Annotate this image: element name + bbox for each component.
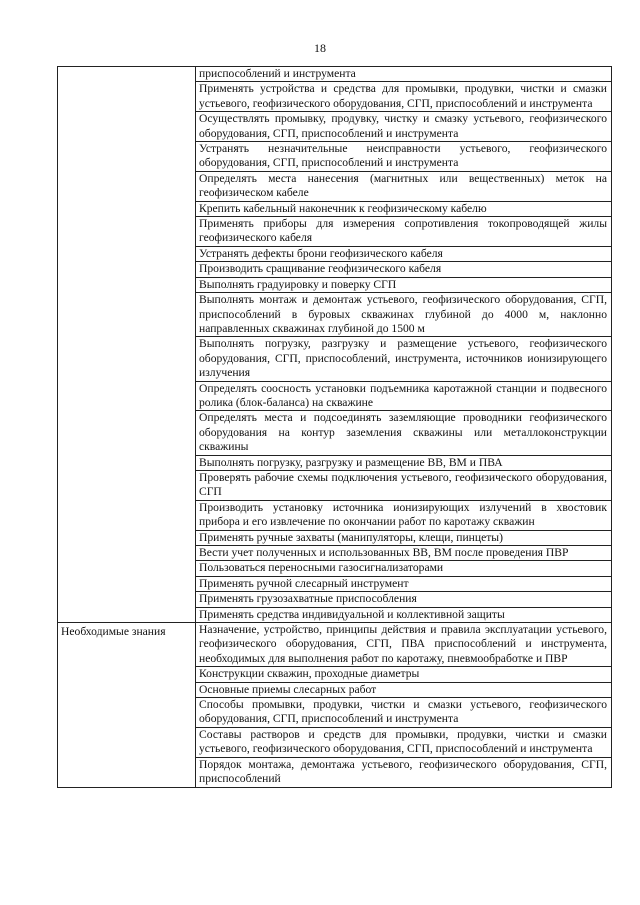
skills-item: Крепить кабельный наконечник к геофизическому кабелю: [196, 201, 612, 216]
section-label: Необходимые знания: [61, 625, 166, 639]
skills-item: Применять ручной слесарный инструмент: [196, 576, 612, 591]
skills-item: Применять грузозахватные приспособления: [196, 592, 612, 607]
competency-table: [57, 66, 612, 788]
skills-item: Осуществлять промывку, продувку, чистку и смазку устьевого, геофизического оборудования, СГП, приспособлений и инструмента: [196, 112, 612, 142]
knowledge-item: Порядок монтажа, демонтажа устьевого, геофизического оборудования, СГП, приспособлений: [196, 757, 612, 787]
table-row: [58, 623, 612, 667]
knowledge-item: Способы промывки, продувки, чистки и смазки устьевого, геофизического оборудования, СГП, приспособлений и инструмента: [196, 698, 612, 728]
knowledge-item: Составы растворов и средств для промывки, продувки, чистки и смазки устьевого, геофизического оборудования, СГП, приспособлений и инструмента: [196, 727, 612, 757]
page-number: 18: [314, 41, 326, 55]
skills-item: Применять средства индивидуальной и коллективной защиты: [196, 607, 612, 622]
knowledge-item: Конструкции скважин, проходные диаметры: [196, 667, 612, 682]
skills-item: Проверять рабочие схемы подключения устьевого, геофизического оборудования, СГП: [196, 470, 612, 500]
knowledge-label-cell: [58, 623, 196, 787]
skills-item: Применять приборы для измерения сопротивления токопроводящей жилы геофизического кабеля: [196, 217, 612, 247]
skills-item: Выполнять погрузку, разгрузку и размещение устьевого, геофизического оборудования, СГП, приспособлений, инструмента, источников ионизирующего излучения: [196, 337, 612, 381]
skills-item: Выполнять погрузку, разгрузку и размещение ВВ, ВМ и ПВА: [196, 455, 612, 470]
skills-label-cell: [58, 67, 196, 623]
skills-item: Определять места нанесения (магнитных или вещественных) меток на геофизическом кабеле: [196, 171, 612, 201]
table-row: [58, 67, 612, 82]
skills-item: Вести учет полученных и использованных ВВ, ВМ после проведения ПВР: [196, 546, 612, 561]
skills-item: Устранять дефекты брони геофизического кабеля: [196, 246, 612, 261]
skills-item: приспособлений и инструмента: [196, 67, 612, 82]
skills-item: Определять соосность установки подъемника каротажной станции и подвесного ролика (блок-баланса) на скважине: [196, 381, 612, 411]
skills-item: Применять ручные захваты (манипуляторы, клещи, пинцеты): [196, 530, 612, 545]
skills-item: Применять устройства и средства для промывки, продувки, чистки и смазки устьевого, геофизического оборудования, СГП, приспособлений и инструмента: [196, 82, 612, 112]
knowledge-item: Назначение, устройство, принципы действия и правила эксплуатации устьевого, геофизического оборудования, СГП, ПВА приспособлений и инструмента, необходимых для выполнения работ по каротажу, пневмообработке и ПВР: [196, 623, 612, 667]
skills-item: Выполнять градуировку и поверку СГП: [196, 277, 612, 292]
skills-item: Производить установку источника ионизирующих излучений в хвостовик прибора и его извлечение по окончании работ по каротажу скважин: [196, 500, 612, 530]
knowledge-item: Основные приемы слесарных работ: [196, 682, 612, 697]
skills-item: Выполнять монтаж и демонтаж устьевого, геофизического оборудования, СГП, приспособлений в буровых скважинах глубиной до 4000 м, наклонно направленных скважинах глубиной до 1500 м: [196, 293, 612, 337]
skills-item: Производить сращивание геофизического кабеля: [196, 262, 612, 277]
skills-item: Устранять незначительные неисправности устьевого, геофизического оборудования, СГП, приспособлений и инструмента: [196, 142, 612, 172]
skills-item: Пользоваться переносными газосигнализаторами: [196, 561, 612, 576]
skills-item: Определять места и подсоединять заземляющие проводники геофизического оборудования на контур заземления скважины или металлоконструкции скважины: [196, 411, 612, 455]
